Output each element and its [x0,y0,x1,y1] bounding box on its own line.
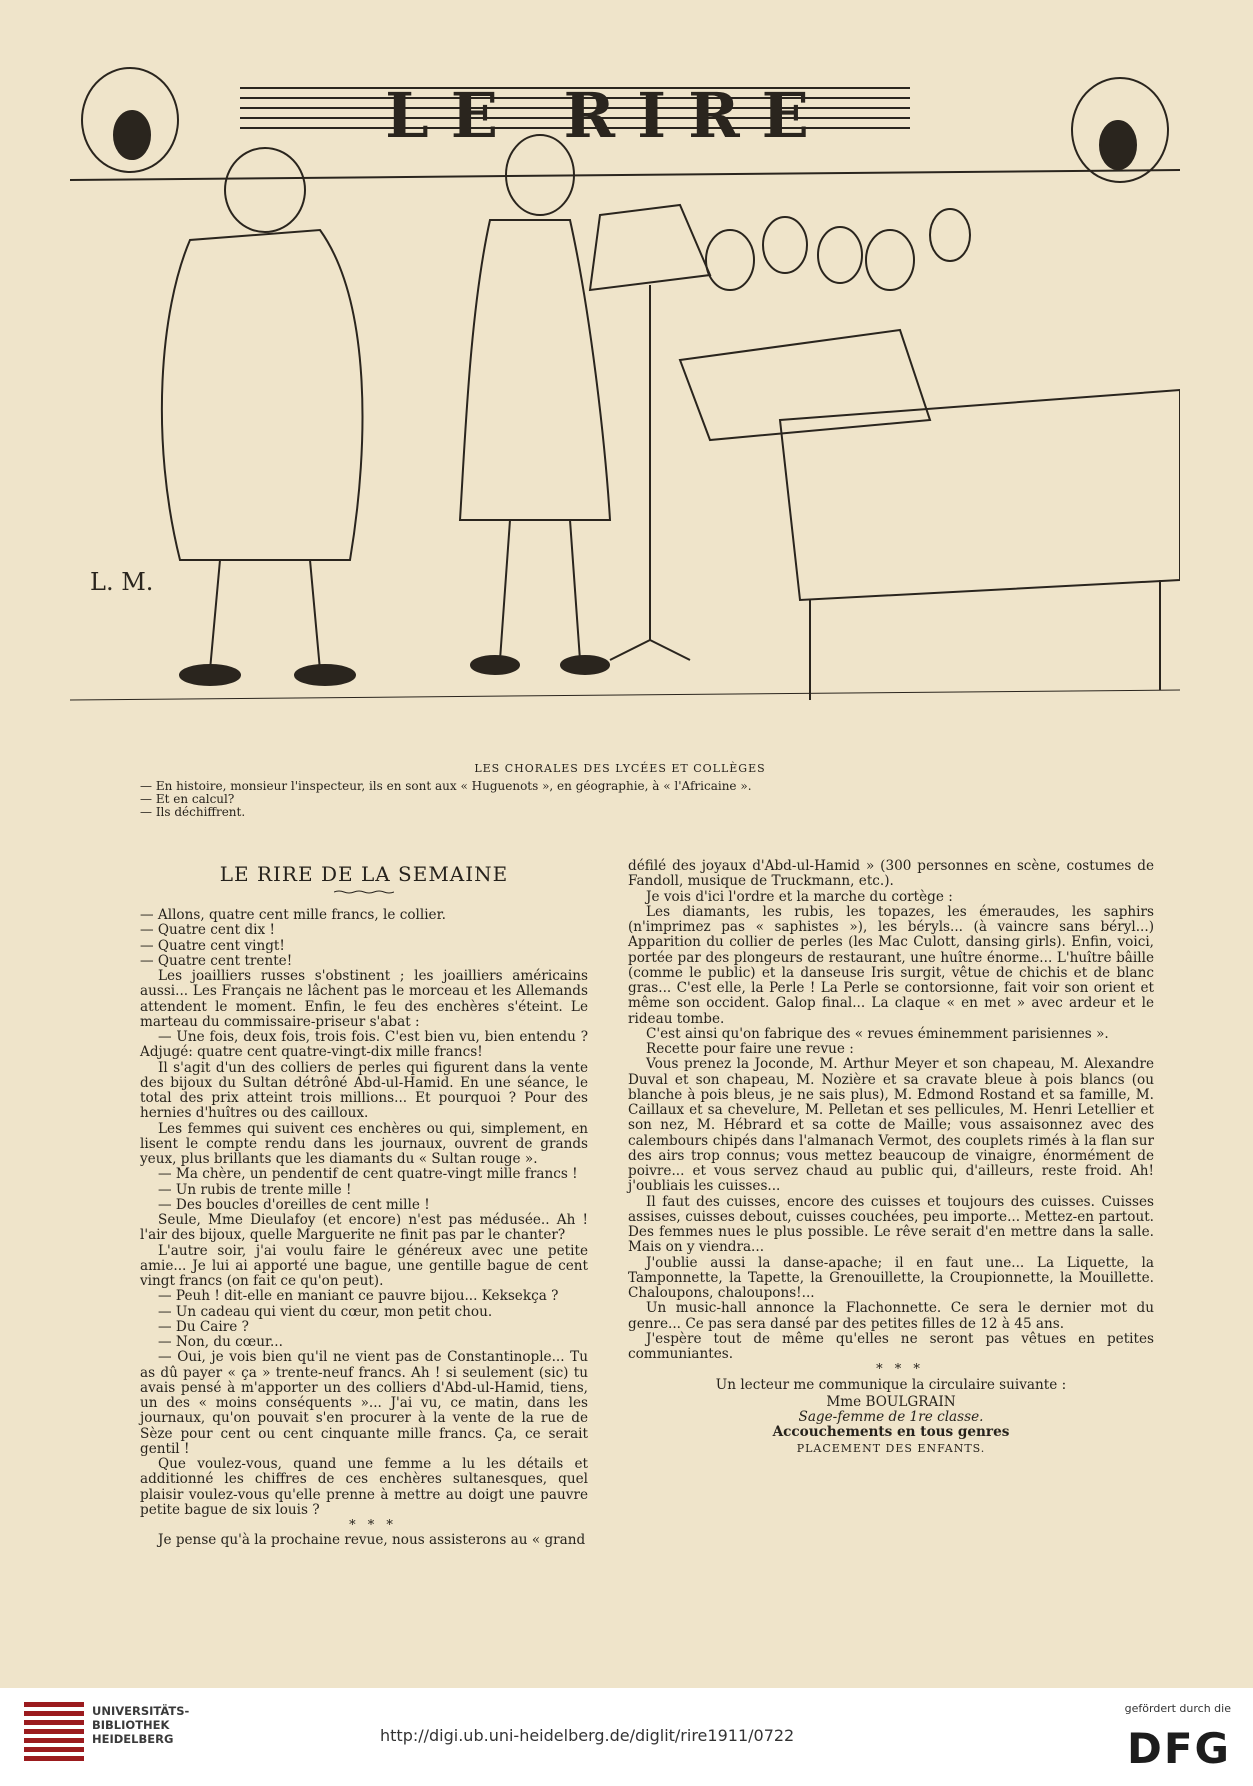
paragraph: — Ma chère, un pendentif de cent quatre-vingt mille francs ! [158,1166,578,1183]
library-name-line: HEIDELBERG [92,1732,174,1746]
dialog-line: — Ils déchiffrent. [140,805,246,819]
circular-title: Sage-femme de 1re classe. [798,1409,984,1425]
paragraph: — Des boucles d'oreilles de cent mille ! [158,1196,430,1213]
paragraph: — Un rubis de trente mille ! [158,1181,352,1198]
paragraph: Je vois d'ici l'ordre et la marche du cortège : [646,888,953,905]
circular-services: Accouchements en tous genres [772,1424,1010,1441]
dfg-logo: DFG [1126,1724,1231,1773]
masthead-title: LE RIRE [385,79,831,152]
masthead [258,79,958,152]
illustration-dialog [140,780,1040,819]
sponsor-label: gefördert durch die [1124,1702,1231,1715]
paragraph: Que voulez-vous, quand une femme a lu les détails et additionné les chiffres de ces enchères sultanesques, quel plaisir voulez-vous qu'elle prenne à mettre au doigt une pauvre petite bague de six louis ? [140,1456,588,1518]
illustration-caption-title: LES CHORALES DES LYCÉES ET COLLÈGES [474,762,766,775]
article-column-left [140,908,588,1549]
paragraph: — Un cadeau qui vient du cœur, mon petit chou. [158,1303,493,1320]
paragraph: — Quatre cent dix ! [140,922,275,939]
section-divider: * * * [349,1518,397,1533]
paragraph: Il s'agit d'un des colliers de perles qui figurent dans la vente des bijoux du Sultan détrôné Abd-ul-Hamid. En une séance, le total des prix atteint trois millions... Et pourquoi ? Pour des hernies d'huîtres ou des cailloux. [140,1059,588,1122]
paragraph: — Non, du cœur... [158,1334,283,1350]
paragraph: J'espère tout de même qu'elles ne seront pas vêtues en petites communiantes. [628,1330,1154,1362]
paragraph: C'est ainsi qu'on fabrique des « revues éminemment parisiennes ». [646,1025,1109,1042]
paragraph: — Du Caire ? [158,1318,249,1335]
artist-signature: L. M. [90,568,154,596]
university-library-logo-icon [24,1702,84,1764]
cartoon-illustration [70,60,1180,750]
library-name-line: UNIVERSITÄTS- [92,1704,190,1718]
dialog-line: — En histoire, monsieur l'inspecteur, ils en sont aux « Huguenots », en géographie, à « l'Africaine ». [140,779,752,793]
title-ornament [334,890,394,894]
paragraph: Les diamants, les rubis, les topazes, les émeraudes, les saphirs (n'imprimez pas « saphistes »), les béryls... (à vaincre sans béryl...) Apparition du collier de perles (les Mac Culott, dansing girls). Enfin, voici, portée par des plongeurs de restaurant, une huître énorme... L'huître bâille (comme le public) et la danseuse Iris surgit, vêtue de chichis et de blanc gras... C'est elle, la Perle ! La Perle se contorsionne, fait voir son orient et même son occident. Galop final... La claque « en met » avec ardeur et le rideau tombe. [628,903,1154,1027]
circular-name: Mme BOULGRAIN [826,1393,956,1410]
paragraph: J'oublie aussi la danse-apache; il en faut une... La Liquette, la Tamponnette, la Tapette, la Grenouillette, la Croupionnette, la Mouillette. Chaloupons, chaloupons!... [628,1254,1154,1301]
digitization-footer [0,1688,1253,1786]
paragraph: Les joailliers russes s'obstinent ; les joailliers américains aussi... Les Français ne lâchent pas le morceau et les Allemands attendent le moment. Enfin, le feu des enchères s'éteint. Le marteau du commissaire-priseur s'abat : [140,968,588,1030]
paragraph: Les femmes qui suivent ces enchères ou qui, simplement, en lisent le compte rendu dans les journaux, ouvrent de grands yeux, plus brillants que les diamants du « Sultan rouge ». [140,1120,588,1167]
source-url-link[interactable]: http://digi.ub.uni-heidelberg.de/diglit/rire1911/0722 [380,1726,795,1745]
article-title: LE RIRE DE LA SEMAINE [219,862,509,886]
library-name-line: BIBLIOTHEK [92,1718,170,1732]
paragraph: Un music-hall annonce la Flachonnette. Ce sera le dernier mot du genre... Ce pas sera dansé par des petites filles de 12 à 45 ans. [628,1300,1154,1332]
paragraph: Il faut des cuisses, encore des cuisses et toujours des cuisses. Cuisses assises, cuisses debout, cuisses couchées, peu importe... Mettez-en partout. Des femmes nues le plus possible. Le rêve serait d'en mettre dans la salle. Mais on y viendra... [628,1193,1154,1256]
paragraph: Un lecteur me communique la circulaire suivante : [715,1376,1067,1393]
paragraph: — Oui, je vois bien qu'il ne vient pas de Constantinople... Tu as dû payer « ça » trente-neuf francs. Ah ! si seulement (sic) tu avais pensé à m'apporter un des colliers d'Abd-ul-Hamid, tiens, un des « moins conséquents »... J'ai vu, ce matin, dans les journaux, qu'on pouvait s'en procurer à la vente de la rue de Sèze pour cent ou cent cinquante mille francs. Ça, ce serait gentil ! [140,1349,588,1457]
paragraph: L'autre soir, j'ai voulu faire le généreux avec une petite amie... Je lui ai apporté une bague, une gentille bague de cent vingt francs (on fait ce qu'on peut). [140,1242,588,1289]
paragraph: — Quatre cent vingt! [140,937,285,954]
paragraph: — Peuh ! dit-elle en maniant ce pauvre bijou... Keksekça ? [158,1288,559,1305]
dialog-line: — Et en calcul? [140,792,235,806]
paragraph: — Allons, quatre cent mille francs, le collier. [140,907,446,923]
paragraph: Seule, Mme Dieulafoy (et encore) n'est pas médusée.. Ah ! l'air des bijoux, quelle Marguerite ne finit pas par le chanter? [140,1212,588,1244]
paragraph: Vous prenez la Joconde, M. Arthur Meyer et son chapeau, M. Alexandre Duval et son chapeau, M. Nozière et sa cravate bleue à pois blancs (ou blanche à pois bleus, je ne sais plus), M. Edmond Rostand et sa famille, M. Caillaux et sa chevelure, M. Pelletan et ses pellicules, M. Henri Letellier et son nez, M. Hébrard et sa cotte de Maille; vous assaisonnez avec des calembours chipés dans l'almanach Vermot, des couplets rimés à la flan sur des airs trop connus; vous mettez beaucoup de vinaigre, énormément de poivre... et vous servez chaud au public qui, d'ailleurs, reste froid. Ah! j'oubliais les cuisses... [628,1056,1154,1195]
section-divider: * * * [876,1362,924,1378]
library-name [92,1704,189,1746]
paragraph: Recette pour faire une revue : [646,1041,854,1057]
paragraph: défilé des joyaux d'Abd-ul-Hamid » (300 personnes en scène, costumes de Fandoll, musique de Truckmann, etc.). [628,858,1154,890]
paragraph: — Une fois, deux fois, trois fois. C'est bien vu, bien entendu ? Adjugé: quatre cent quatre-vingt-dix mille francs! [140,1029,588,1061]
circular-placement: PLACEMENT DES ENFANTS. [796,1441,986,1455]
paragraph: Je pense qu'à la prochaine revue, nous assisterons au « grand [158,1532,586,1549]
article-column-right [628,859,1154,1456]
paragraph: — Quatre cent trente! [140,952,293,969]
